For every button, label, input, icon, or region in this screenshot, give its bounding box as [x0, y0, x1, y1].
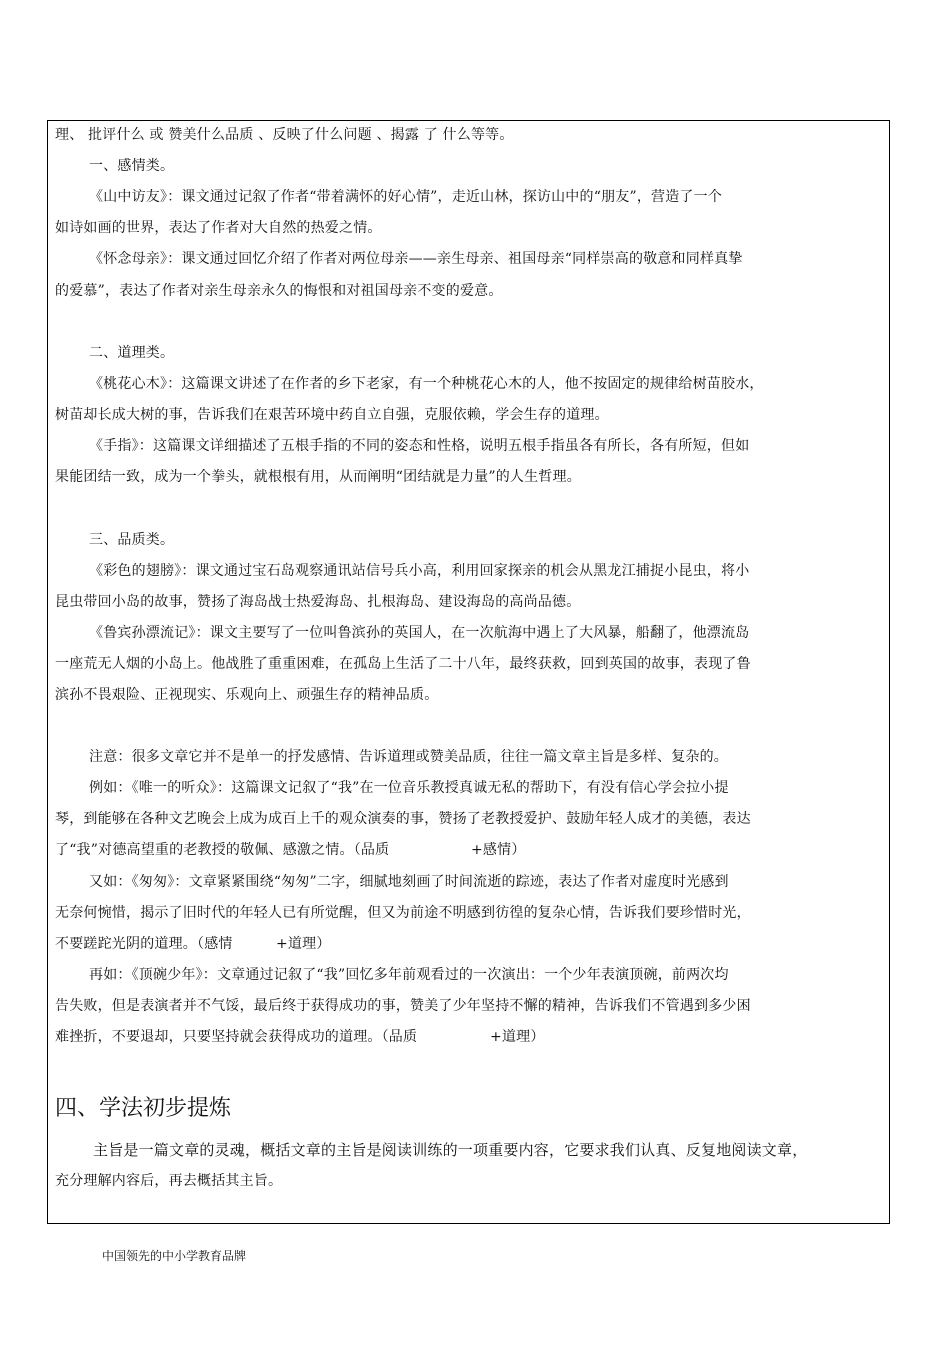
category-tag: +道理）: [490, 1029, 545, 1045]
paragraph-line: 难挫折，不要退却，只要坚持就会获得成功的道理。（品质: [55, 1029, 418, 1045]
paragraph-line: 的爱慕”，表达了作者对亲生母亲永久的悔恨和对祖国母亲不变的爱意。: [55, 283, 503, 299]
section-title-quality: 三、品质类。: [89, 532, 175, 548]
paragraph-line: 又如：《匆匆》：文章紧紧围绕“匆匆”二字，细腻地刻画了时间流逝的踪迹，表达了作者对虚度时光感到: [89, 874, 729, 890]
paragraph-line: 《彩色的翅膀》：课文通过宝石岛观察通讯站信号兵小高，利用回家探亲的机会从黑龙江捕捉小昆虫，将小: [89, 563, 750, 579]
footer-brand: 中国领先的中小学教育品牌: [102, 1249, 247, 1263]
section-heading: 四、学法初步提炼: [55, 1096, 232, 1121]
paragraph-line: 如诗如画的世界，表达了作者对大自然的热爱之情。: [55, 220, 382, 236]
paragraph-line: 昆虫带回小岛的故事，赞扬了海岛战士热爱海岛、扎根海岛、建设海岛的高尚品德。: [55, 594, 581, 610]
paragraph-line: 无奈何惋惜，揭示了旧时代的年轻人已有所觉醒，但又为前途不明感到彷徨的复杂心情，告诉我们要珍惜时光，: [55, 905, 751, 921]
paragraph-line: 主旨是一篇文章的灵魂，概括文章的主旨是阅读训练的一项重要内容，它要求我们认真、反复地阅读文章，: [93, 1141, 808, 1159]
paragraph-line: 再如：《顶碗少年》：文章通过记叙了“我”回忆多年前观看过的一次演出：一个少年表演顶碗，前两次均: [89, 967, 729, 983]
paragraph-line: 充分理解内容后，再去概括其主旨。: [55, 1173, 283, 1189]
category-tag: +道理）: [276, 936, 331, 952]
paragraph-line: 《山中访友》：课文通过记叙了作者“带着满怀的好心情”，走近山林，探访山中的“朋友”，营造了一个: [89, 189, 723, 205]
paragraph-line: 例如：《唯一的听众》：这篇课文记叙了“我”在一位音乐教授真诚无私的帮助下，有没有信心学会拉小提: [89, 780, 729, 796]
paragraph-line: 不要蹉跎光阴的道理。（感情: [55, 936, 233, 952]
paragraph-line: 《怀念母亲》：课文通过回忆介绍了作者对两位母亲——亲生母亲、祖国母亲“同样崇高的敬意和同样真挚: [89, 251, 743, 267]
paragraph-line: 琴，到能够在各种文艺晚会上成为成百上千的观众演奏的事，赞扬了老教授爱护、鼓励年轻人成才的美德，表达: [55, 811, 751, 827]
section-title-emotion: 一、感情类。: [89, 158, 175, 174]
paragraph-line: 滨孙不畏艰险、正视现实、乐观向上、顽强生存的精神品质。: [55, 687, 439, 703]
paragraph-line: 果能团结一致，成为一个拳头，就根根有用，从而阐明“团结就是力量”的人生哲理。: [55, 469, 581, 485]
paragraph-line: 了“我”对德高望重的老教授的敬佩、感激之情。（品质: [55, 842, 390, 858]
intro-line: 理、 批评什么 或 赞美什么品质 、反映了什么问题 、揭露 了 什么等等。: [55, 127, 514, 143]
note-line: 注意：很多文章它并不是单一的抒发感情、告诉道理或赞美品质，往往一篇文章主旨是多样、复杂的。: [89, 749, 728, 765]
paragraph-line: 《桃花心木》：这篇课文讲述了在作者的乡下老家，有一个种桃花心木的人，他不按固定的规律给树苗胶水，: [89, 376, 764, 392]
paragraph-line: 树苗却长成大树的事，告诉我们在艰苦环境中药自立自强，克服依赖，学会生存的道理。: [55, 407, 609, 423]
section-title-reason: 二、道理类。: [89, 345, 175, 361]
paragraph-line: 《手指》：这篇课文详细描述了五根手指的不同的姿态和性格，说明五根手指虽各有所长，各有所短，但如: [89, 438, 750, 454]
category-tag: +感情）: [471, 842, 526, 858]
paragraph-line: 《鲁宾孙漂流记》：课文主要写了一位叫鲁滨孙的英国人，在一次航海中遇上了大风暴，船翻了，他漂流岛: [89, 625, 750, 641]
paragraph-line: 告失败，但是表演者并不气馁，最后终于获得成功的事，赞美了少年坚持不懈的精神，告诉我们不管遇到多少困: [55, 998, 751, 1014]
paragraph-line: 一座荒无人烟的小岛上。他战胜了重重困难，在孤岛上生活了二十八年，最终获救，回到英国的故事，表现了鲁: [55, 656, 751, 672]
